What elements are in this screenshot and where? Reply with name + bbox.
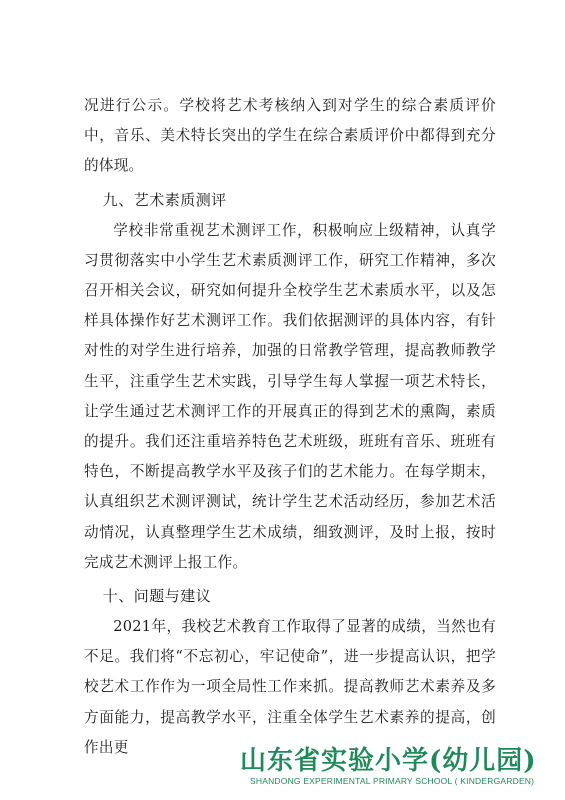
school-name-english: SHANDONG EXPERIMENTAL PRIMARY SCHOOL ( KINDERGARDEN) xyxy=(250,776,535,786)
school-logo xyxy=(240,746,560,790)
section-heading-9: 九、艺术素质测评 xyxy=(102,190,227,209)
paragraph-continuation: 况进行公示。学校将艺术考核纳入到对学生的综合素质评价中，音乐、美术特长突出的学生在综合素质评价中都得到充分的体现。 xyxy=(84,97,496,175)
paragraph-issues-suggestions: 2021年，我校艺术教育工作取得了显著的成绩，当然也有不足。我们将“不忘初心，牢记使命”，进一步提高认识，把学校艺术工作作为一项全局性工作来抓。提高教师艺术素养及多方面能力，提高教学水平，注重全体学生艺术素养的提高，创作出更 xyxy=(84,618,496,756)
section-heading-10: 十、问题与建议 xyxy=(102,587,212,606)
school-name-chinese: 山东省实验小学(幼儿园) xyxy=(240,746,537,776)
document-body xyxy=(84,91,496,763)
paragraph-art-assessment: 学校非常重视艺术测评工作，积极响应上级精神，认真学习贯彻落实中小学生艺术素质测评工作，研究工作精神，多次召开相关会议，研究如何提升全校学生艺术素质水平，以及怎样具体操作好艺术测评工作。我们依据测评的具体内容，有针对性的对学生进行培养，加强的日常教学管理，提高教师教学生平，注重学生艺术实践，引导学生每人掌握一项艺术特长，让学生通过艺术测评工作的开展真正的得到艺术的熏陶，素质的提升。我们还注重培养特色艺术班级，班班有音乐、班班有特色，不断提高教学水平及孩子们的艺术能力。在每学期末，认真组织艺术测评测试，统计学生艺术活动经历，参加艺术活动情况，认真整理学生艺术成绩，细致测评，及时上报，按时完成艺术测评上报工作。 xyxy=(84,221,496,571)
